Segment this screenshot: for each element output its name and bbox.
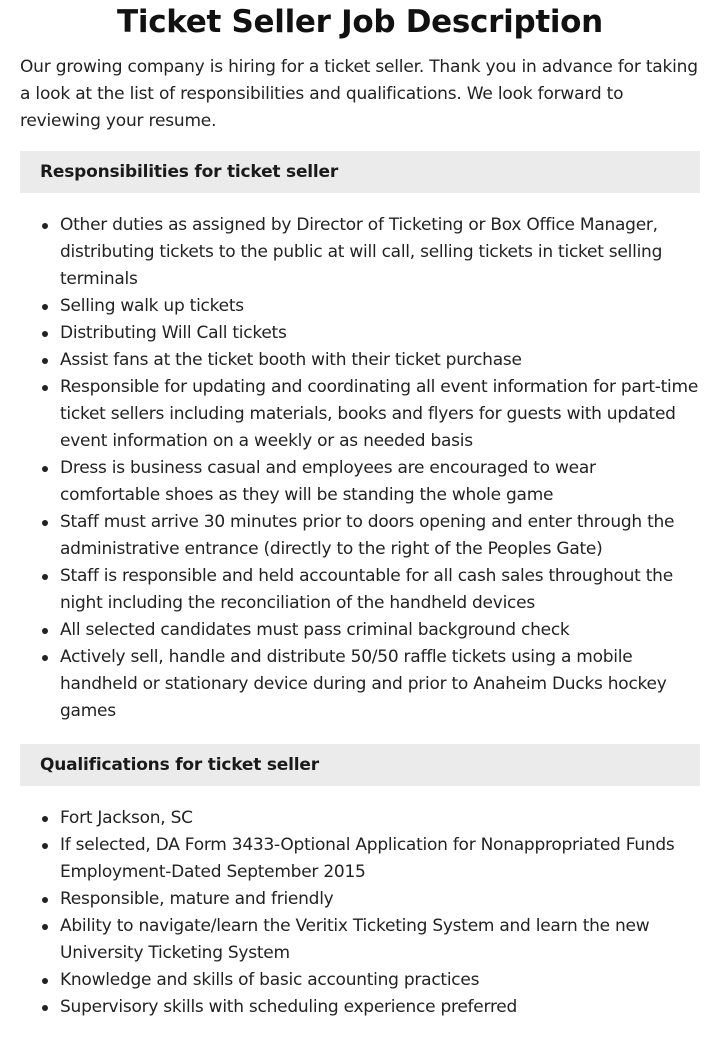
list-item — [60, 563, 700, 617]
list-item — [60, 832, 700, 886]
bullet-icon — [42, 466, 48, 472]
list-item-text: Selling walk up tickets — [60, 296, 244, 316]
list-item — [60, 805, 700, 832]
responsibilities-list — [20, 212, 700, 725]
bullet-icon — [42, 655, 48, 661]
list-item — [60, 913, 700, 967]
list-item — [60, 347, 700, 374]
list-item — [60, 617, 700, 644]
list-item-text: Assist fans at the ticket booth with their ticket purchase — [60, 350, 522, 370]
list-item-text: Supervisory skills with scheduling experience preferred — [60, 997, 518, 1017]
list-item-text: Other duties as assigned by Director of Ticketing or Box Office Manager, distributing tickets to the public at will call, selling tickets in ticket selling terminals — [60, 215, 663, 289]
list-item-text: Staff is responsible and held accountable for all cash sales throughout the night including the reconciliation of the handheld devices — [60, 566, 673, 613]
list-item-text: Responsible for updating and coordinating all event information for part-time ticket sellers including materials, books and flyers for guests with updated event information on a weekly or as needed basis — [60, 377, 699, 451]
bullet-icon — [42, 628, 48, 634]
bullet-icon — [42, 816, 48, 822]
bullet-icon — [42, 924, 48, 930]
list-item-text: If selected, DA Form 3433-Optional Application for Nonappropriated Funds Employment-Dated September 2015 — [60, 835, 675, 882]
list-item-text: Dress is business casual and employees are encouraged to wear comfortable shoes as they will be standing the whole game — [60, 458, 596, 505]
list-item-text: Knowledge and skills of basic accounting practices — [60, 970, 480, 990]
list-item — [60, 967, 700, 994]
list-item-text: Distributing Will Call tickets — [60, 323, 287, 343]
list-item — [60, 293, 700, 320]
qualifications-list — [20, 805, 700, 1021]
bullet-icon — [42, 223, 48, 229]
list-item — [60, 509, 700, 563]
bullet-icon — [42, 978, 48, 984]
list-item-text: Staff must arrive 30 minutes prior to doors opening and enter through the administrative entrance (directly to the right of the Peoples Gate) — [60, 512, 675, 559]
list-item-text: Responsible, mature and friendly — [60, 889, 334, 909]
list-item-text: Ability to navigate/learn the Veritix Ticketing System and learn the new University Ticketing System — [60, 916, 650, 963]
list-item — [60, 644, 700, 725]
page-title: Ticket Seller Job Description — [117, 4, 603, 40]
list-item — [60, 374, 700, 455]
list-item-text: All selected candidates must pass criminal background check — [60, 620, 570, 640]
bullet-icon — [42, 385, 48, 391]
list-item-text: Fort Jackson, SC — [60, 808, 193, 828]
intro-paragraph: Our growing company is hiring for a ticket seller. Thank you in advance for taking a look at the list of responsibilities and qualifications. We look forward to reviewing your resume. — [20, 57, 698, 131]
bullet-icon — [42, 1005, 48, 1011]
responsibilities-heading: Responsibilities for ticket seller — [20, 151, 700, 193]
bullet-icon — [42, 897, 48, 903]
bullet-icon — [42, 574, 48, 580]
list-item — [60, 886, 700, 913]
list-item — [60, 994, 700, 1021]
bullet-icon — [42, 520, 48, 526]
bullet-icon — [42, 304, 48, 310]
list-item — [60, 320, 700, 347]
list-item — [60, 212, 700, 293]
list-item-text: Actively sell, handle and distribute 50/50 raffle tickets using a mobile handheld or stationary device during and prior to Anaheim Ducks hockey games — [60, 647, 667, 721]
bullet-icon — [42, 358, 48, 364]
list-item — [60, 455, 700, 509]
qualifications-heading: Qualifications for ticket seller — [20, 744, 700, 786]
bullet-icon — [42, 843, 48, 849]
bullet-icon — [42, 331, 48, 337]
